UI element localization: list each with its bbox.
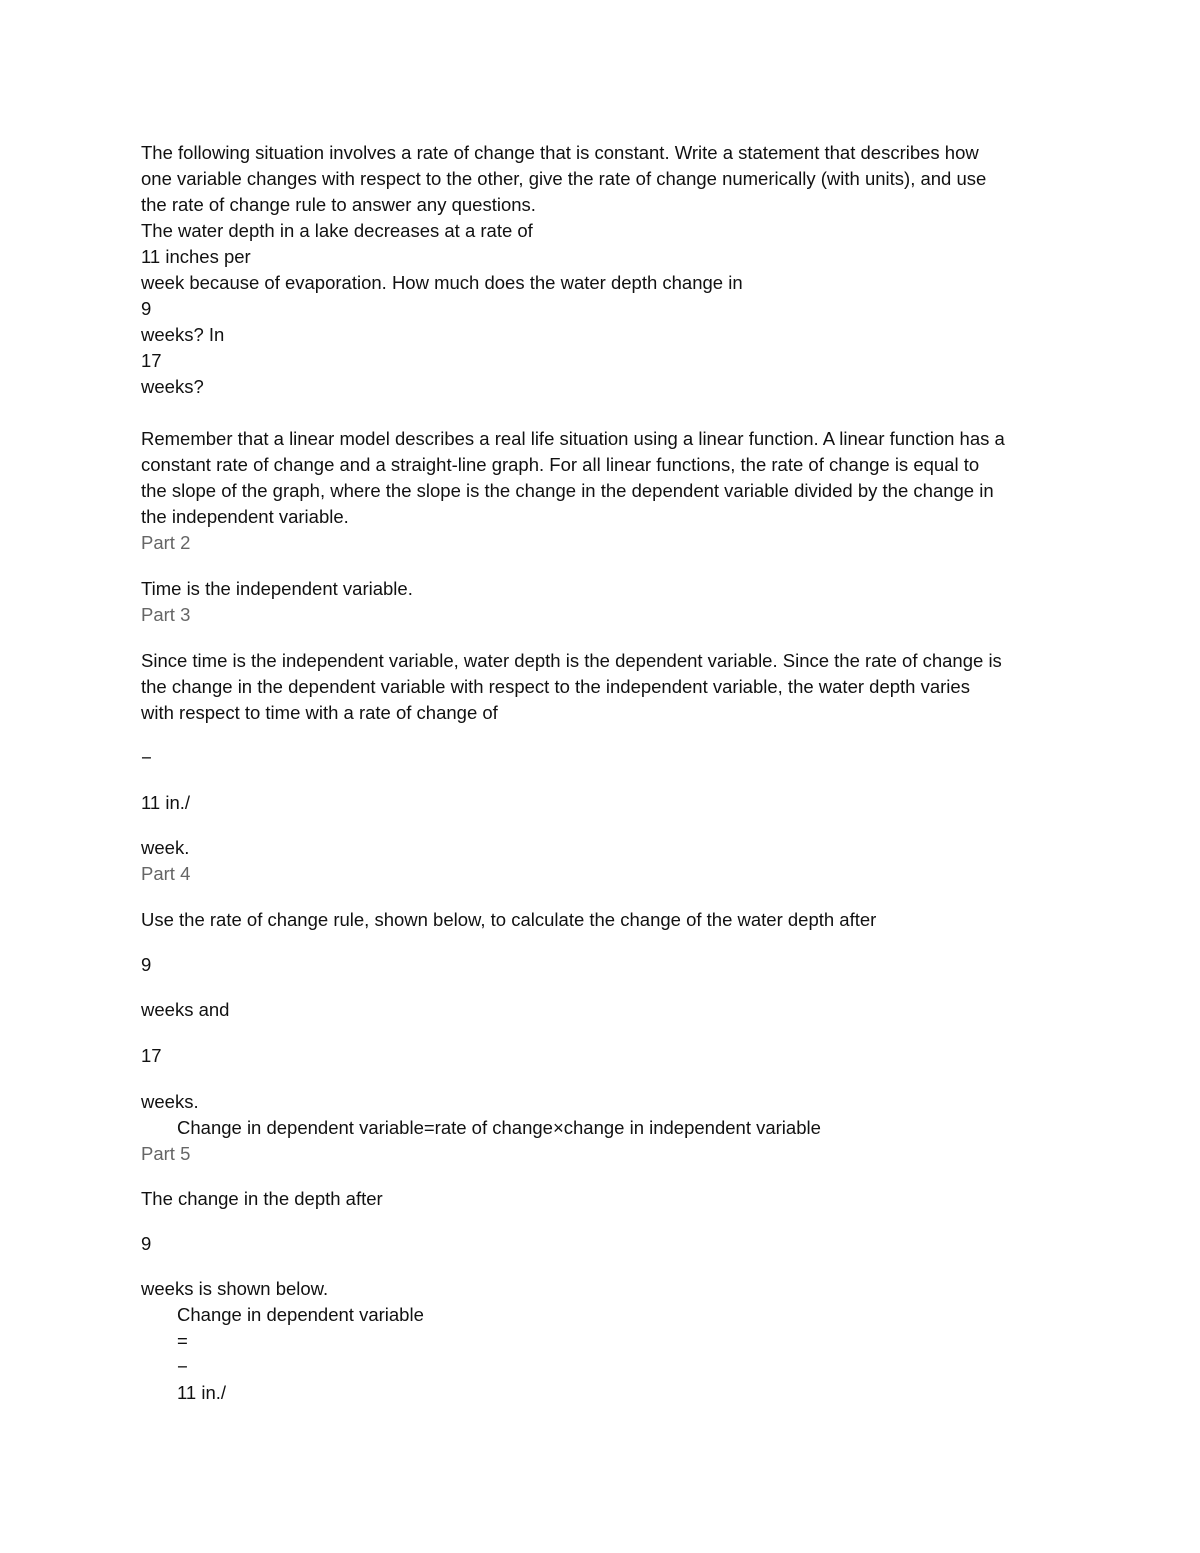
intro-line-3: the rate of change rule to answer any questions.	[141, 194, 536, 215]
rate-of-change-rule: Change in dependent variable=rate of change×change in independent variable	[177, 1117, 821, 1138]
equation-label: Change in dependent variable	[177, 1304, 424, 1325]
equation-rate: 11 in./	[177, 1382, 227, 1403]
question-mid: weeks? In	[141, 324, 225, 345]
reminder-line-4: the independent variable.	[141, 506, 349, 527]
part3-line-1: Since time is the independent variable, water depth is the dependent variable. Since the rate of change is	[141, 650, 1002, 671]
rate-value: 11 inches per	[141, 246, 251, 267]
reminder-line-1: Remember that a linear model describes a real life situation using a linear function. A linear function has a	[141, 428, 1005, 449]
intro-line-1: The following situation involves a rate of change that is constant. Write a statement that describes how	[141, 142, 979, 163]
part3-heading: Part 3	[141, 604, 191, 625]
reminder-line-3: the slope of the graph, where the slope is the change in the dependent variable divided by the change in	[141, 480, 994, 501]
weeks-b-value: 17	[141, 350, 162, 371]
part3-rate: 11 in./	[141, 792, 191, 813]
part3-line-3: with respect to time with a rate of change of	[141, 702, 498, 723]
equation-equals: =	[177, 1330, 188, 1351]
equation-sign: −	[177, 1356, 188, 1377]
part4-text: Use the rate of change rule, shown below, to calculate the change of the water depth after	[141, 909, 877, 930]
intro-line-2: one variable changes with respect to the other, give the rate of change numerically (with units), and use	[141, 168, 987, 189]
situation-line-1: The water depth in a lake decreases at a rate of	[141, 220, 533, 241]
part3-sign: −	[141, 747, 152, 768]
question-end: weeks?	[141, 376, 204, 397]
part5-shown: weeks is shown below.	[141, 1278, 329, 1299]
part3-line-2: the change in the dependent variable with respect to the independent variable, the water depth varies	[141, 676, 970, 697]
part2-heading: Part 2	[141, 532, 191, 553]
part4-weeks-a: 9	[141, 954, 152, 975]
situation-line-2: week because of evaporation. How much does the water depth change in	[141, 272, 743, 293]
part4-end: weeks.	[141, 1091, 199, 1112]
part5-weeks: 9	[141, 1233, 152, 1254]
part3-unit: week.	[141, 837, 190, 858]
part5-heading: Part 5	[141, 1143, 191, 1164]
reminder-line-2: constant rate of change and a straight-line graph. For all linear functions, the rate of change is equal to	[141, 454, 980, 475]
part4-weeks-b: 17	[141, 1045, 162, 1066]
weeks-a-value: 9	[141, 298, 152, 319]
part4-heading: Part 4	[141, 863, 191, 884]
part5-text: The change in the depth after	[141, 1188, 383, 1209]
part4-connector: weeks and	[141, 999, 230, 1020]
part2-text: Time is the independent variable.	[141, 578, 413, 599]
